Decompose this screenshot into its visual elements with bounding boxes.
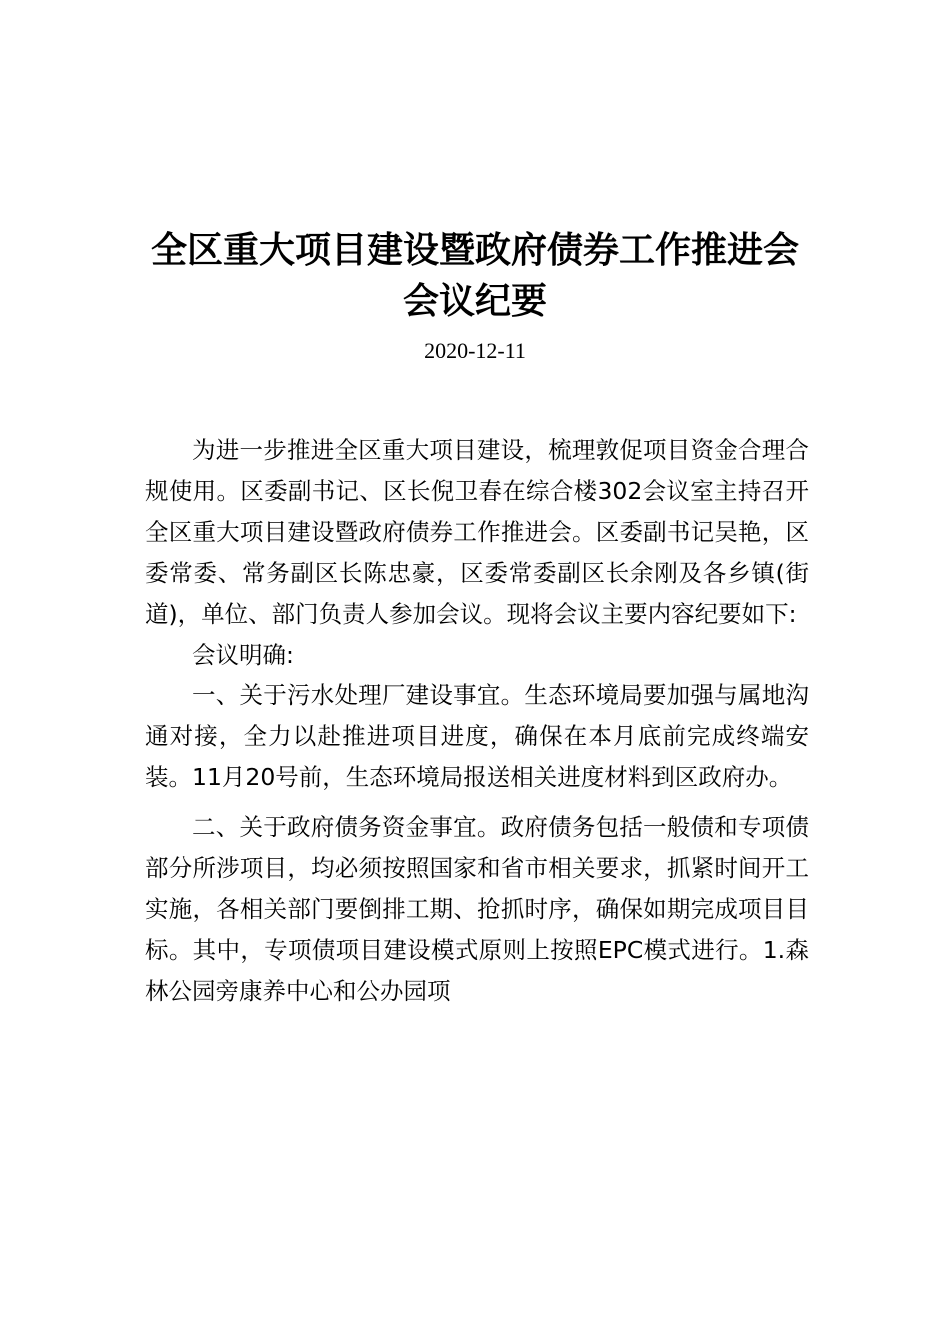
paragraph-intro: 为进一步推进全区重大项目建设，梳理敦促项目资金合理合规使用。区委副书记、区长倪卫春在综合楼302会议室主持召开全区重大项目建设暨政府债券工作推进会。区委副书记吴艳，区委常委、常务副区长陈忠豪，区委常委副区长余刚及各乡镇(街道)，单位、部门负责人参加会议。现将会议主要内容纪要如下: (145, 436, 809, 628)
paragraph-item-1-sewage-plant: 一、关于污水处理厂建设事宜。生态环境局要加强与属地沟通对接，全力以赴推进项目进度，确保在本月底前完成终端安装。11月20号前，生态环境局报送相关进度材料到区政府办。 (145, 681, 809, 792)
document-title-line2: 会议纪要 (402, 281, 547, 322)
paragraph-item-2-government-debt: 二、关于政府债务资金事宜。政府债务包括一般债和专项债部分所涉项目，均必须按照国家和省市相关要求，抓紧时间开工实施，各相关部门要倒排工期、抢抓时序，确保如期完成项目目标。其中，专项债项目建设模式原则上按照EPC模式进行。1.森林公园旁康养中心和公办园项 (145, 813, 809, 1005)
document-title-line1: 全区重大项目建设暨政府债券工作推进会 (150, 230, 799, 271)
paragraph-meeting-clarified: 会议明确: (192, 640, 294, 669)
document-body (145, 430, 809, 1012)
document-date: 2020-12-11 (424, 338, 526, 363)
